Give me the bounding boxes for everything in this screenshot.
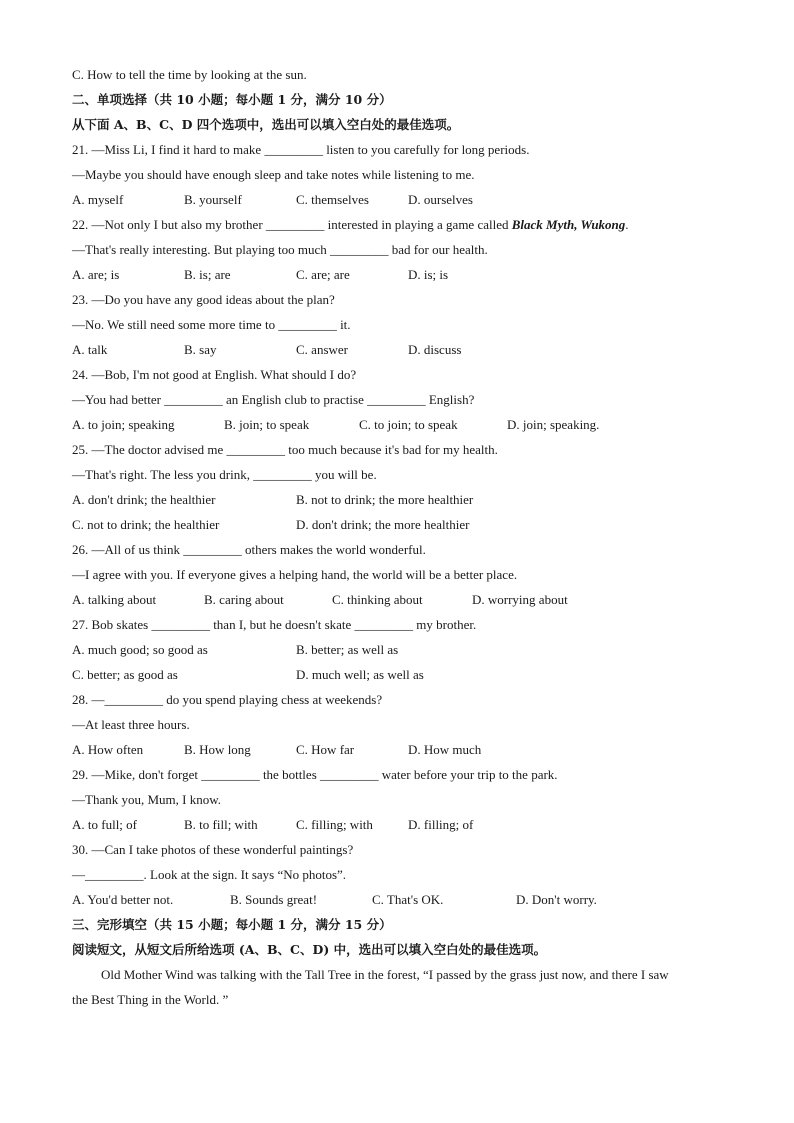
option-c: C. are; are bbox=[296, 267, 350, 282]
question-30: 30. —Can I take photos of these wonderful paintings? bbox=[72, 842, 354, 857]
option-d: D. don't drink; the more healthier bbox=[296, 517, 470, 532]
question-30-options bbox=[72, 887, 732, 912]
option-b: B. Sounds great! bbox=[230, 892, 318, 907]
question-27-options-row1 bbox=[72, 637, 732, 662]
question-29: 29. —Mike, don't forget _________ the bottles _________ water before your trip to the park. bbox=[72, 767, 558, 782]
exam-page bbox=[72, 62, 732, 1012]
option-a: A. much good; so good as bbox=[72, 642, 208, 657]
option-c: C. How far bbox=[296, 742, 355, 757]
question-28: 28. —_________ do you spend playing chess at weekends? bbox=[72, 692, 383, 707]
option-d: D. filling; of bbox=[408, 817, 474, 832]
option-d: D. ourselves bbox=[408, 192, 473, 207]
option-d: D. is; is bbox=[408, 267, 449, 282]
option-c: C. thinking about bbox=[332, 592, 423, 607]
question-25-options-row2 bbox=[72, 512, 732, 537]
option-c: C. themselves bbox=[296, 192, 369, 207]
option-c: C. That's OK. bbox=[372, 892, 444, 907]
question-26-reply: —I agree with you. If everyone gives a helping hand, the world will be a better place. bbox=[72, 567, 518, 582]
option-b: B. to fill; with bbox=[184, 817, 258, 832]
question-22-text: 22. —Not only I but also my brother _________ interested in playing a game called bbox=[72, 217, 512, 232]
option-b: B. caring about bbox=[204, 592, 284, 607]
question-29-options bbox=[72, 812, 732, 837]
option-b: B. How long bbox=[184, 742, 251, 757]
question-24: 24. —Bob, I'm not good at English. What should I do? bbox=[72, 367, 357, 382]
question-30-reply: —_________. Look at the sign. It says “No photos”. bbox=[72, 867, 347, 882]
section-2-heading: 二、单项选择（共 10 小题；每小题 1 分，满分 10 分） bbox=[72, 92, 392, 107]
option-c: C. better; as good as bbox=[72, 667, 178, 682]
question-23: 23. —Do you have any good ideas about the plan? bbox=[72, 292, 335, 307]
question-28-options bbox=[72, 737, 732, 762]
option-c: C. not to drink; the healthier bbox=[72, 517, 220, 532]
question-24-reply: —You had better _________ an English club to practise _________ English? bbox=[72, 392, 475, 407]
option-a: A. myself bbox=[72, 192, 124, 207]
option-c: C. answer bbox=[296, 342, 348, 357]
option-b: B. say bbox=[184, 342, 217, 357]
option-c: C. to join; to speak bbox=[359, 417, 458, 432]
option-a: A. How often bbox=[72, 742, 144, 757]
question-23-options bbox=[72, 337, 732, 362]
question-22-end: . bbox=[625, 217, 629, 232]
option-c: C. filling; with bbox=[296, 817, 373, 832]
option-b: B. is; are bbox=[184, 267, 231, 282]
passage-line-2: the Best Thing in the World. ” bbox=[72, 992, 229, 1007]
option-b: B. join; to speak bbox=[224, 417, 310, 432]
option-b: B. not to drink; the more healthier bbox=[296, 492, 474, 507]
question-23-reply: —No. We still need some more time to _________ it. bbox=[72, 317, 351, 332]
question-25-options-row1 bbox=[72, 487, 732, 512]
question-26-options bbox=[72, 587, 732, 612]
question-22-options bbox=[72, 262, 732, 287]
question-21: 21. —Miss Li, I find it hard to make _________ listen to you carefully for long periods. bbox=[72, 142, 530, 157]
question-26: 26. —All of us think _________ others makes the world wonderful. bbox=[72, 542, 426, 557]
question-27: 27. Bob skates _________ than I, but he doesn't skate _________ my brother. bbox=[72, 617, 477, 632]
option-b: B. yourself bbox=[184, 192, 242, 207]
option-a: A. to join; speaking bbox=[72, 417, 175, 432]
question-28-reply: —At least three hours. bbox=[72, 717, 190, 732]
question-22 bbox=[72, 212, 732, 237]
option-d: D. Don't worry. bbox=[516, 892, 597, 907]
option-a: A. don't drink; the healthier bbox=[72, 492, 216, 507]
question-29-reply: —Thank you, Mum, I know. bbox=[72, 792, 222, 807]
question-25: 25. —The doctor advised me _________ too much because it's bad for my health. bbox=[72, 442, 498, 457]
question-24-options bbox=[72, 412, 732, 437]
section-3-instructions: 阅读短文，从短文后所给选项 (A、B、C、D) 中，选出可以填入空白处的最佳选项。 bbox=[72, 942, 547, 957]
option-d: D. join; speaking. bbox=[507, 417, 600, 432]
option-d: D. How much bbox=[408, 742, 482, 757]
option-a: A. talking about bbox=[72, 592, 157, 607]
option-d: D. discuss bbox=[408, 342, 462, 357]
section-2-instructions: 从下面 A、B、C、D 四个选项中，选出可以填入空白处的最佳选项。 bbox=[72, 117, 460, 132]
option-a: A. are; is bbox=[72, 267, 120, 282]
option-d: D. much well; as well as bbox=[296, 667, 424, 682]
section-3-heading: 三、完形填空（共 15 小题；每小题 1 分，满分 15 分） bbox=[72, 917, 392, 932]
option-a: A. to full; of bbox=[72, 817, 137, 832]
question-27-options-row2 bbox=[72, 662, 732, 687]
question-22-reply: —That's really interesting. But playing too much _________ bad for our health. bbox=[72, 242, 488, 257]
question-21-options bbox=[72, 187, 732, 212]
passage-line-1: Old Mother Wind was talking with the Tall Tree in the forest, “I passed by the grass just now, and there I saw bbox=[101, 967, 669, 982]
option-a: A. You'd better not. bbox=[72, 892, 174, 907]
question-25-reply: —That's right. The less you drink, _________ you will be. bbox=[72, 467, 377, 482]
prev-option-c: C. How to tell the time by looking at the sun. bbox=[72, 67, 307, 82]
option-d: D. worrying about bbox=[472, 592, 568, 607]
question-21-reply: —Maybe you should have enough sleep and take notes while listening to me. bbox=[72, 167, 475, 182]
game-title: Black Myth, Wukong bbox=[511, 217, 626, 232]
option-b: B. better; as well as bbox=[296, 642, 399, 657]
option-a: A. talk bbox=[72, 342, 108, 357]
